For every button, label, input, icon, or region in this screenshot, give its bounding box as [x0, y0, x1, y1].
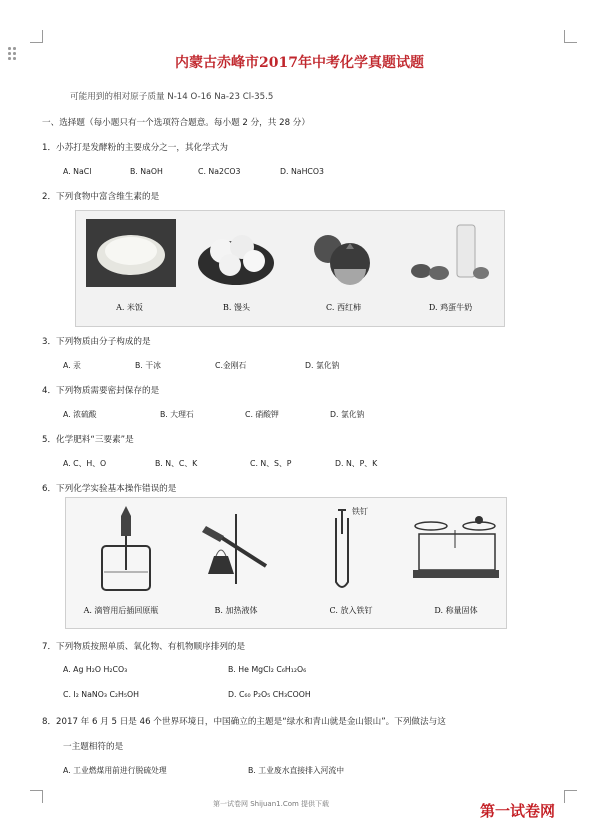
lab-operations-panel — [65, 497, 507, 629]
eggs-milk-image — [401, 221, 491, 285]
q5-option-a: A. C、H、O — [63, 459, 107, 468]
q1-option-c: C. Na2CO3 — [198, 167, 241, 176]
dropper-bottle-image — [96, 504, 156, 594]
question-4-stem: 4．下列物质需要密封保存的是 — [42, 386, 160, 396]
rice-image — [86, 219, 176, 287]
q1-option-a: A. NaCl — [63, 167, 92, 176]
site-brand-logo: 第一试卷网 — [480, 802, 556, 820]
q3-option-d: D. 氯化钠 — [305, 361, 340, 370]
q5-option-c: C. N、S、P — [250, 459, 292, 468]
q1-option-b: B. NaOH — [130, 167, 163, 176]
question-7-stem: 7．下列物质按照单质、氧化物、有机物顺序排列的是 — [42, 642, 246, 652]
heating-liquid-image — [196, 504, 286, 594]
q3-option-c: C.金刚石 — [215, 361, 247, 370]
food-photos-panel — [75, 210, 505, 327]
test-tube-nail-image — [316, 504, 396, 594]
document-title: 内蒙古赤峰市2017年中考化学真题试题 — [175, 55, 424, 71]
q2-caption-b: B. 馒头 — [223, 303, 250, 312]
q4-option-c: C. 硝酸钾 — [245, 410, 279, 419]
steamed-buns-image — [196, 219, 276, 289]
question-8-stem-continued: 一主题相符的是 — [63, 742, 124, 752]
q6-caption-c: C. 放入铁钉 — [329, 606, 373, 615]
q4-option-a: A. 浓硫酸 — [63, 410, 97, 419]
q4-option-d: D. 氯化钠 — [330, 410, 365, 419]
question-1-stem: 1．小苏打是发酵粉的主要成分之一，其化学式为 — [42, 143, 228, 153]
question-3-stem: 3．下列物质由分子构成的是 — [42, 337, 151, 347]
atomic-masses-line: 可能用到的相对原子质量 N-14 O-16 Na-23 Cl-35.5 — [70, 92, 274, 102]
crop-mark-top-left — [30, 30, 43, 43]
q8-option-a: A. 工业燃煤用前进行脱硫处理 — [63, 766, 167, 775]
q5-option-b: B. N、C、K — [155, 459, 198, 468]
q7-option-d: D. C₆₀ P₂O₅ CH₃COOH — [228, 690, 311, 699]
question-5-stem: 5．化学肥料“三要素”是 — [42, 435, 134, 445]
q2-caption-d: D. 鸡蛋牛奶 — [428, 303, 473, 312]
q7-option-c: C. I₂ NaNO₃ C₂H₅OH — [63, 690, 140, 699]
q8-option-b: B. 工业废水直接排入河流中 — [248, 766, 345, 775]
question-6-stem: 6．下列化学实验基本操作错误的是 — [42, 484, 177, 494]
crop-mark-bottom-left — [30, 790, 43, 803]
q3-option-a: A. 汞 — [63, 361, 81, 370]
crop-mark-top-right — [564, 30, 577, 43]
tomato-image — [306, 225, 376, 287]
q2-caption-c: C. 西红柿 — [326, 303, 361, 312]
crop-mark-bottom-right — [564, 790, 577, 803]
balance-scale-image — [411, 508, 501, 588]
q6-caption-b: B. 加热液体 — [214, 606, 258, 615]
q1-option-d: D. NaHCO3 — [280, 167, 324, 176]
q5-option-d: D. N、P、K — [335, 459, 378, 468]
q3-option-b: B. 干冰 — [135, 361, 161, 370]
page-footer: 第一试卷网 Shijuan1.Com 提供下载 — [213, 800, 330, 808]
q2-caption-a: A. 米饭 — [116, 303, 143, 312]
q4-option-b: B. 大理石 — [160, 410, 194, 419]
q7-option-b: B. He MgCl₂ C₆H₁₂O₆ — [228, 665, 307, 674]
section-heading: 一、选择题（每小题只有一个选项符合题意。每小题 2 分，共 28 分） — [42, 118, 310, 128]
question-8-stem: 8．2017 年 6 月 5 日是 46 个世界环境日，中国确立的主题是“绿水和青山就是金山银山”。下列做法与这 — [42, 717, 446, 727]
q6-caption-a: A. 滴管用后插回原瓶 — [83, 606, 159, 615]
q6-caption-d: D. 称量固体 — [434, 606, 478, 615]
iron-nail-label: 铁钉 — [352, 507, 368, 516]
q7-option-a: A. Ag H₂O H₂CO₃ — [63, 665, 128, 674]
question-2-stem: 2．下列食物中富含维生素的是 — [42, 192, 160, 202]
